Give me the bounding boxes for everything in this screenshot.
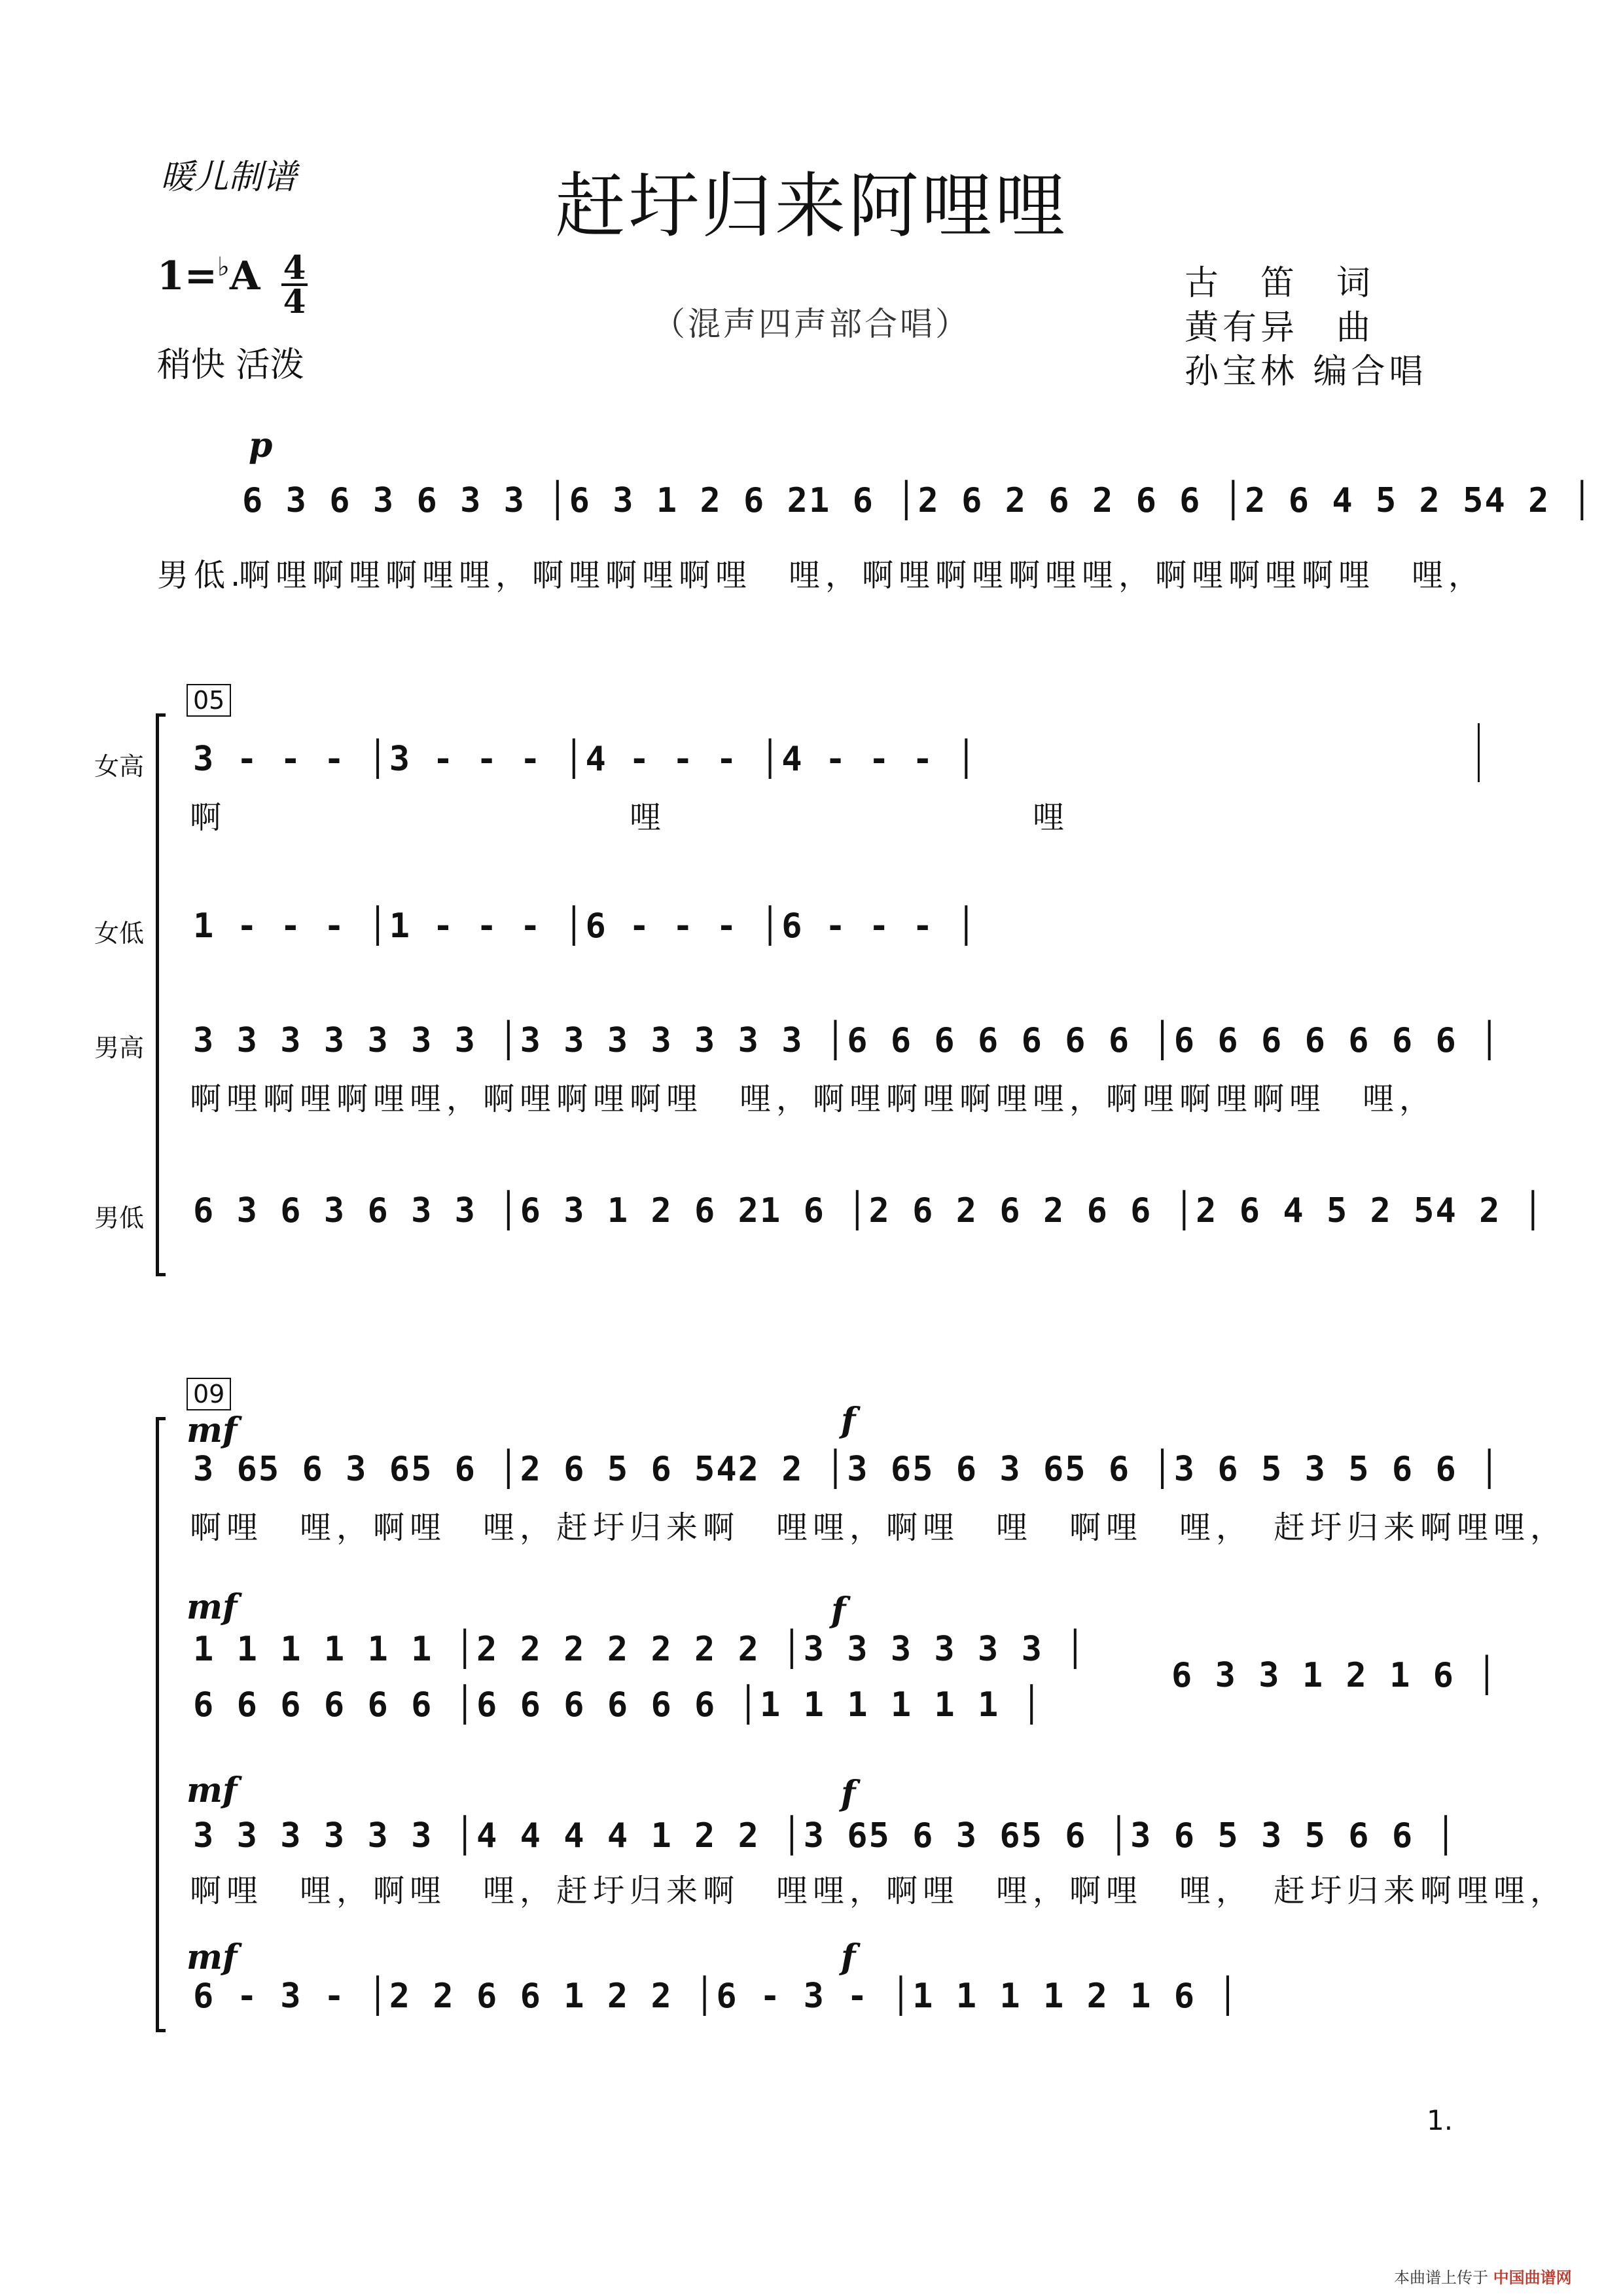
soprano-notes: 3 - - - │3 - - - │4 - - - │4 - - - │ [193,740,978,779]
dynamic-marking: mf [187,1937,238,1977]
barline [1478,723,1480,782]
measure-number: 05 [187,684,231,717]
measure-number: 09 [187,1378,231,1410]
tenor-notes: 3 3 3 3 3 3 │4 4 4 4 1 2 2 │3 65 6 3 65 6 │3 6 5 3 5 6 6 │ [193,1816,1457,1856]
song-subtitle: （混声四声部合唱） [652,305,971,343]
voice-label-alto: 女低 [94,919,144,948]
intro-voice-label: 男低. [157,557,246,594]
voice-label-soprano: 女高 [94,752,144,781]
dynamic-marking: f [841,1774,856,1814]
tenor-notes: 3 3 3 3 3 3 3 │3 3 3 3 3 3 3 │6 6 6 6 6 6 6 │6 6 6 6 6 6 6 │ [193,1021,1501,1060]
site-logo: 中国曲谱网 [1493,2269,1572,2287]
upload-credit: 本曲谱上传于 中国曲谱网 [1394,2269,1572,2287]
soprano-notes: 3 65 6 3 65 6 │2 6 5 6 542 2 │3 65 6 3 65 6 │3 6 5 3 5 6 6 │ [193,1450,1501,1489]
intro-lyrics: 啊哩啊哩啊哩哩，啊哩啊哩啊哩 哩，啊哩啊哩啊哩哩，啊哩啊哩啊哩 哩， [239,557,1486,594]
key-signature: 1=♭A [157,252,260,299]
tempo-marking: 稍快 活泼 [157,346,304,385]
alto-notes-tail: 6 3 3 1 2 1 6 │ [1171,1656,1499,1695]
lyricist-credit: 古 笛 词 [1185,264,1375,303]
dynamic-marking: mf [187,1410,238,1450]
system-bracket [156,713,166,1276]
alto-notes: 1 - - - │1 - - - │6 - - - │6 - - - │ [193,906,978,946]
composer-credit: 黄有异 曲 [1185,308,1375,348]
intro-notes: 6 3 6 3 6 3 3 │6 3 1 2 6 21 6 │2 6 2 6 2 6 6 │2 6 4 5 2 54 2 │ [242,481,1594,520]
dynamic-marking: mf [187,1770,238,1810]
alto-divisi-top-notes: 1 1 1 1 1 1 │2 2 2 2 2 2 2 │3 3 3 3 3 3 │ [193,1630,1087,1669]
soprano-lyrics: 啊 哩 哩 [190,799,1070,836]
tenor-lyrics: 啊哩 哩，啊哩 哩，赶圩归来啊 哩哩，啊哩 哩，啊哩 哩， 赶圩归来啊哩哩， [190,1873,1567,1909]
dynamic-marking: f [841,1401,856,1441]
tenor-lyrics: 啊哩啊哩啊哩哩，啊哩啊哩啊哩 哩，啊哩啊哩啊哩哩，啊哩啊哩啊哩 哩， [190,1081,1436,1117]
bass-notes: 6 - 3 - │2 2 6 6 1 2 2 │6 - 3 - │1 1 1 1 2 1 6 │ [193,1977,1240,2016]
bass-notes: 6 3 6 3 6 3 3 │6 3 1 2 6 21 6 │2 6 2 6 2 6 6 │2 6 4 5 2 54 2 │ [193,1191,1545,1230]
dynamic-marking: f [841,1937,856,1977]
soprano-lyrics: 啊哩 哩，啊哩 哩，赶圩归来啊 哩哩，啊哩 哩 啊哩 哩， 赶圩归来啊哩哩， [190,1509,1567,1546]
song-title: 赶圩归来阿哩哩 [554,166,1068,247]
page-number: 1. [1427,2104,1454,2136]
dynamic-marking: p [249,425,273,465]
dynamic-marking: f [831,1590,846,1630]
dynamic-marking: mf [187,1587,238,1627]
arranger-note: 暖儿制谱 [160,158,297,197]
alto-divisi-bottom-notes: 6 6 6 6 6 6 │6 6 6 6 6 6 │1 1 1 1 1 1 │ [193,1685,1043,1725]
arranger-credit: 孙宝林 编合唱 [1185,352,1427,391]
voice-label-bass: 男低 [94,1204,144,1232]
time-signature: 4 4 [281,252,308,317]
system-bracket [156,1417,166,2032]
voice-label-tenor: 男高 [94,1033,144,1062]
